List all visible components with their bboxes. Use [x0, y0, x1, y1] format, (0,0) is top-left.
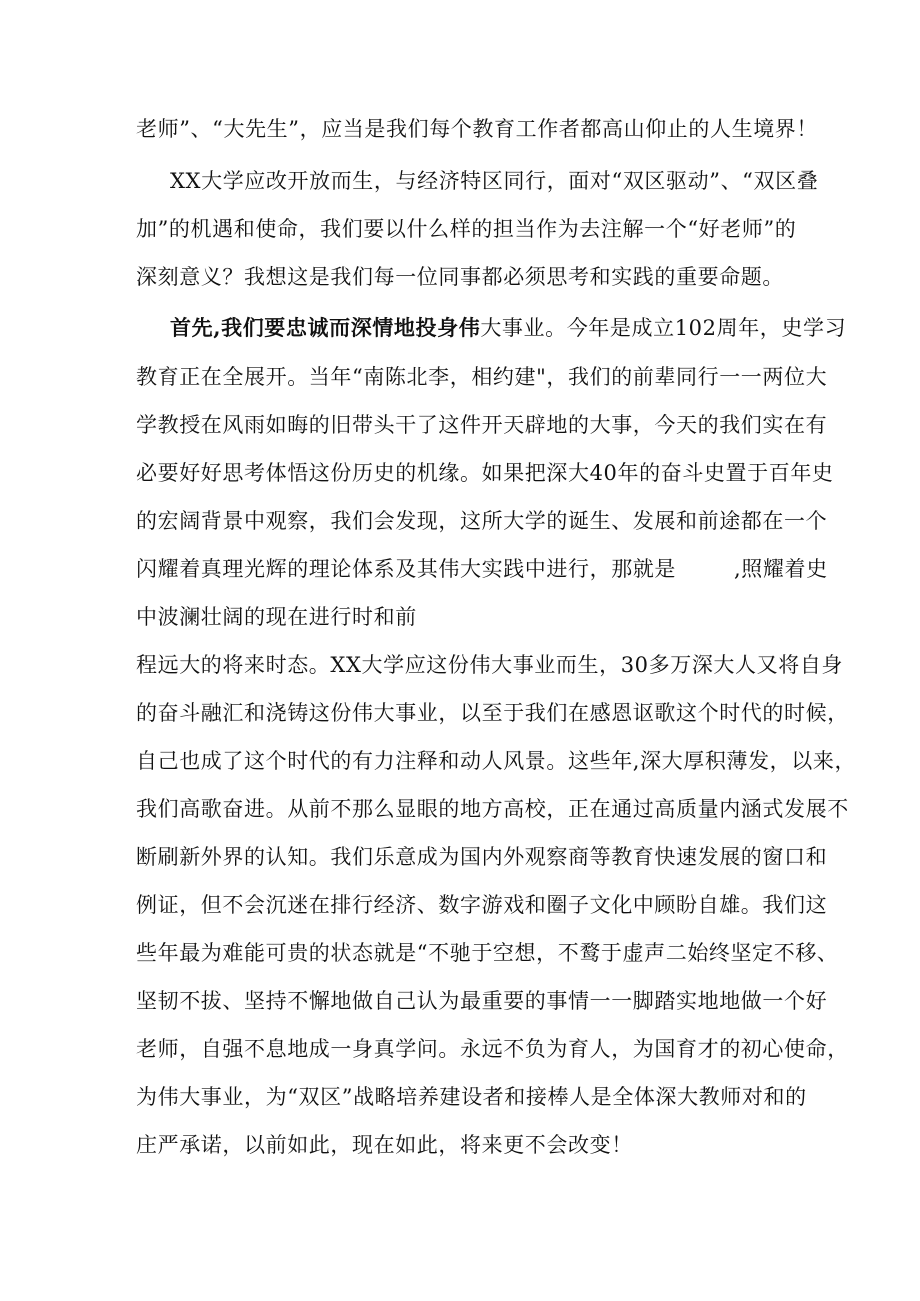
text-line: 的奋斗融汇和浇铸这份伟大事业，以至于我们在感恩讴歌这个时代的时候， [136, 701, 849, 725]
text-line: 必要好好思考体悟这份历史的机缘。如果把深大40年的奋斗史置于百年史 [136, 461, 834, 485]
text-line: 老师”、“大先生”，应当是我们每个教育工作者都高山仰止的人生境界！ [136, 117, 819, 141]
text-line [136, 554, 828, 584]
text-span: 大事业。今年是成立102周年，史学习 [480, 316, 847, 340]
text-line: 学教授在风雨如晦的旧带头干了这件开天辟地的大事，今天的我们实在有 [136, 413, 828, 437]
text-line: 例证，但不会沉迷在排行经济、数字游戏和圈子文化中顾盼自雄。我们这 [136, 893, 828, 917]
text-line: 教育正在全展开。当年“南陈北李，相约建"，我们的前辈同行一一两位大 [136, 365, 828, 389]
paragraph-first-line: XX大学应改开放而生，与经济特区同行，面对“双区驱动”、“双区叠 [170, 169, 819, 193]
text-line: 深刻意义？我想这是我们每一位同事都必须思考和实践的重要命题。 [136, 265, 784, 289]
text-line: 些年最为难能可贵的状态就是“不驰于空想，不鹜于虚声二始终坚定不移、 [136, 941, 839, 965]
text-line: 中波澜壮阔的现在进行时和前 [136, 605, 417, 629]
text-line: 的宏阔背景中观察，我们会发现，这所大学的诞生、发展和前途都在一个 [136, 509, 828, 533]
text-line: 加”的机遇和使命，我们要以什么样的担当作为去注解一个“好老师”的 [136, 217, 797, 241]
text-span: ,照耀着史 [734, 557, 828, 581]
text-line: 我们高歌奋进。从前不那么显眼的地方高校，正在通过高质量内涵式发展不 [136, 797, 849, 821]
text-line: 程远大的将来时态。XX大学应这份伟大事业而生，30多万深大人又将自身 [136, 653, 844, 677]
text-line: 断刷新外界的认知。我们乐意成为国内外观察商等教育快速发展的窗口和 [136, 845, 828, 869]
text-span: 闪耀着真理光辉的理论体系及其伟大实践中进行，那就是 [136, 557, 676, 581]
text-line: 自己也成了这个时代的有力注释和动人风景。这些年,深大厚积薄发，以来， [136, 749, 857, 773]
emphasis-text: 首先,我们要忠诚而深情地投身伟 [170, 315, 481, 340]
text-line: 老师，自强不息地成一身真学问。永远不负为育人，为国育才的初心使命， [136, 1037, 849, 1061]
paragraph-first-line [170, 313, 847, 343]
text-line: 庄严承诺，以前如此，现在如此，将来更不会改变！ [136, 1133, 633, 1157]
text-line: 为伟大事业，为“双区”战略培养建设者和接棒人是全体深大教师对和的 [136, 1085, 807, 1109]
text-line: 坚韧不拔、坚持不懈地做自己认为最重要的事情一一脚踏实地地做一个好 [136, 989, 828, 1013]
